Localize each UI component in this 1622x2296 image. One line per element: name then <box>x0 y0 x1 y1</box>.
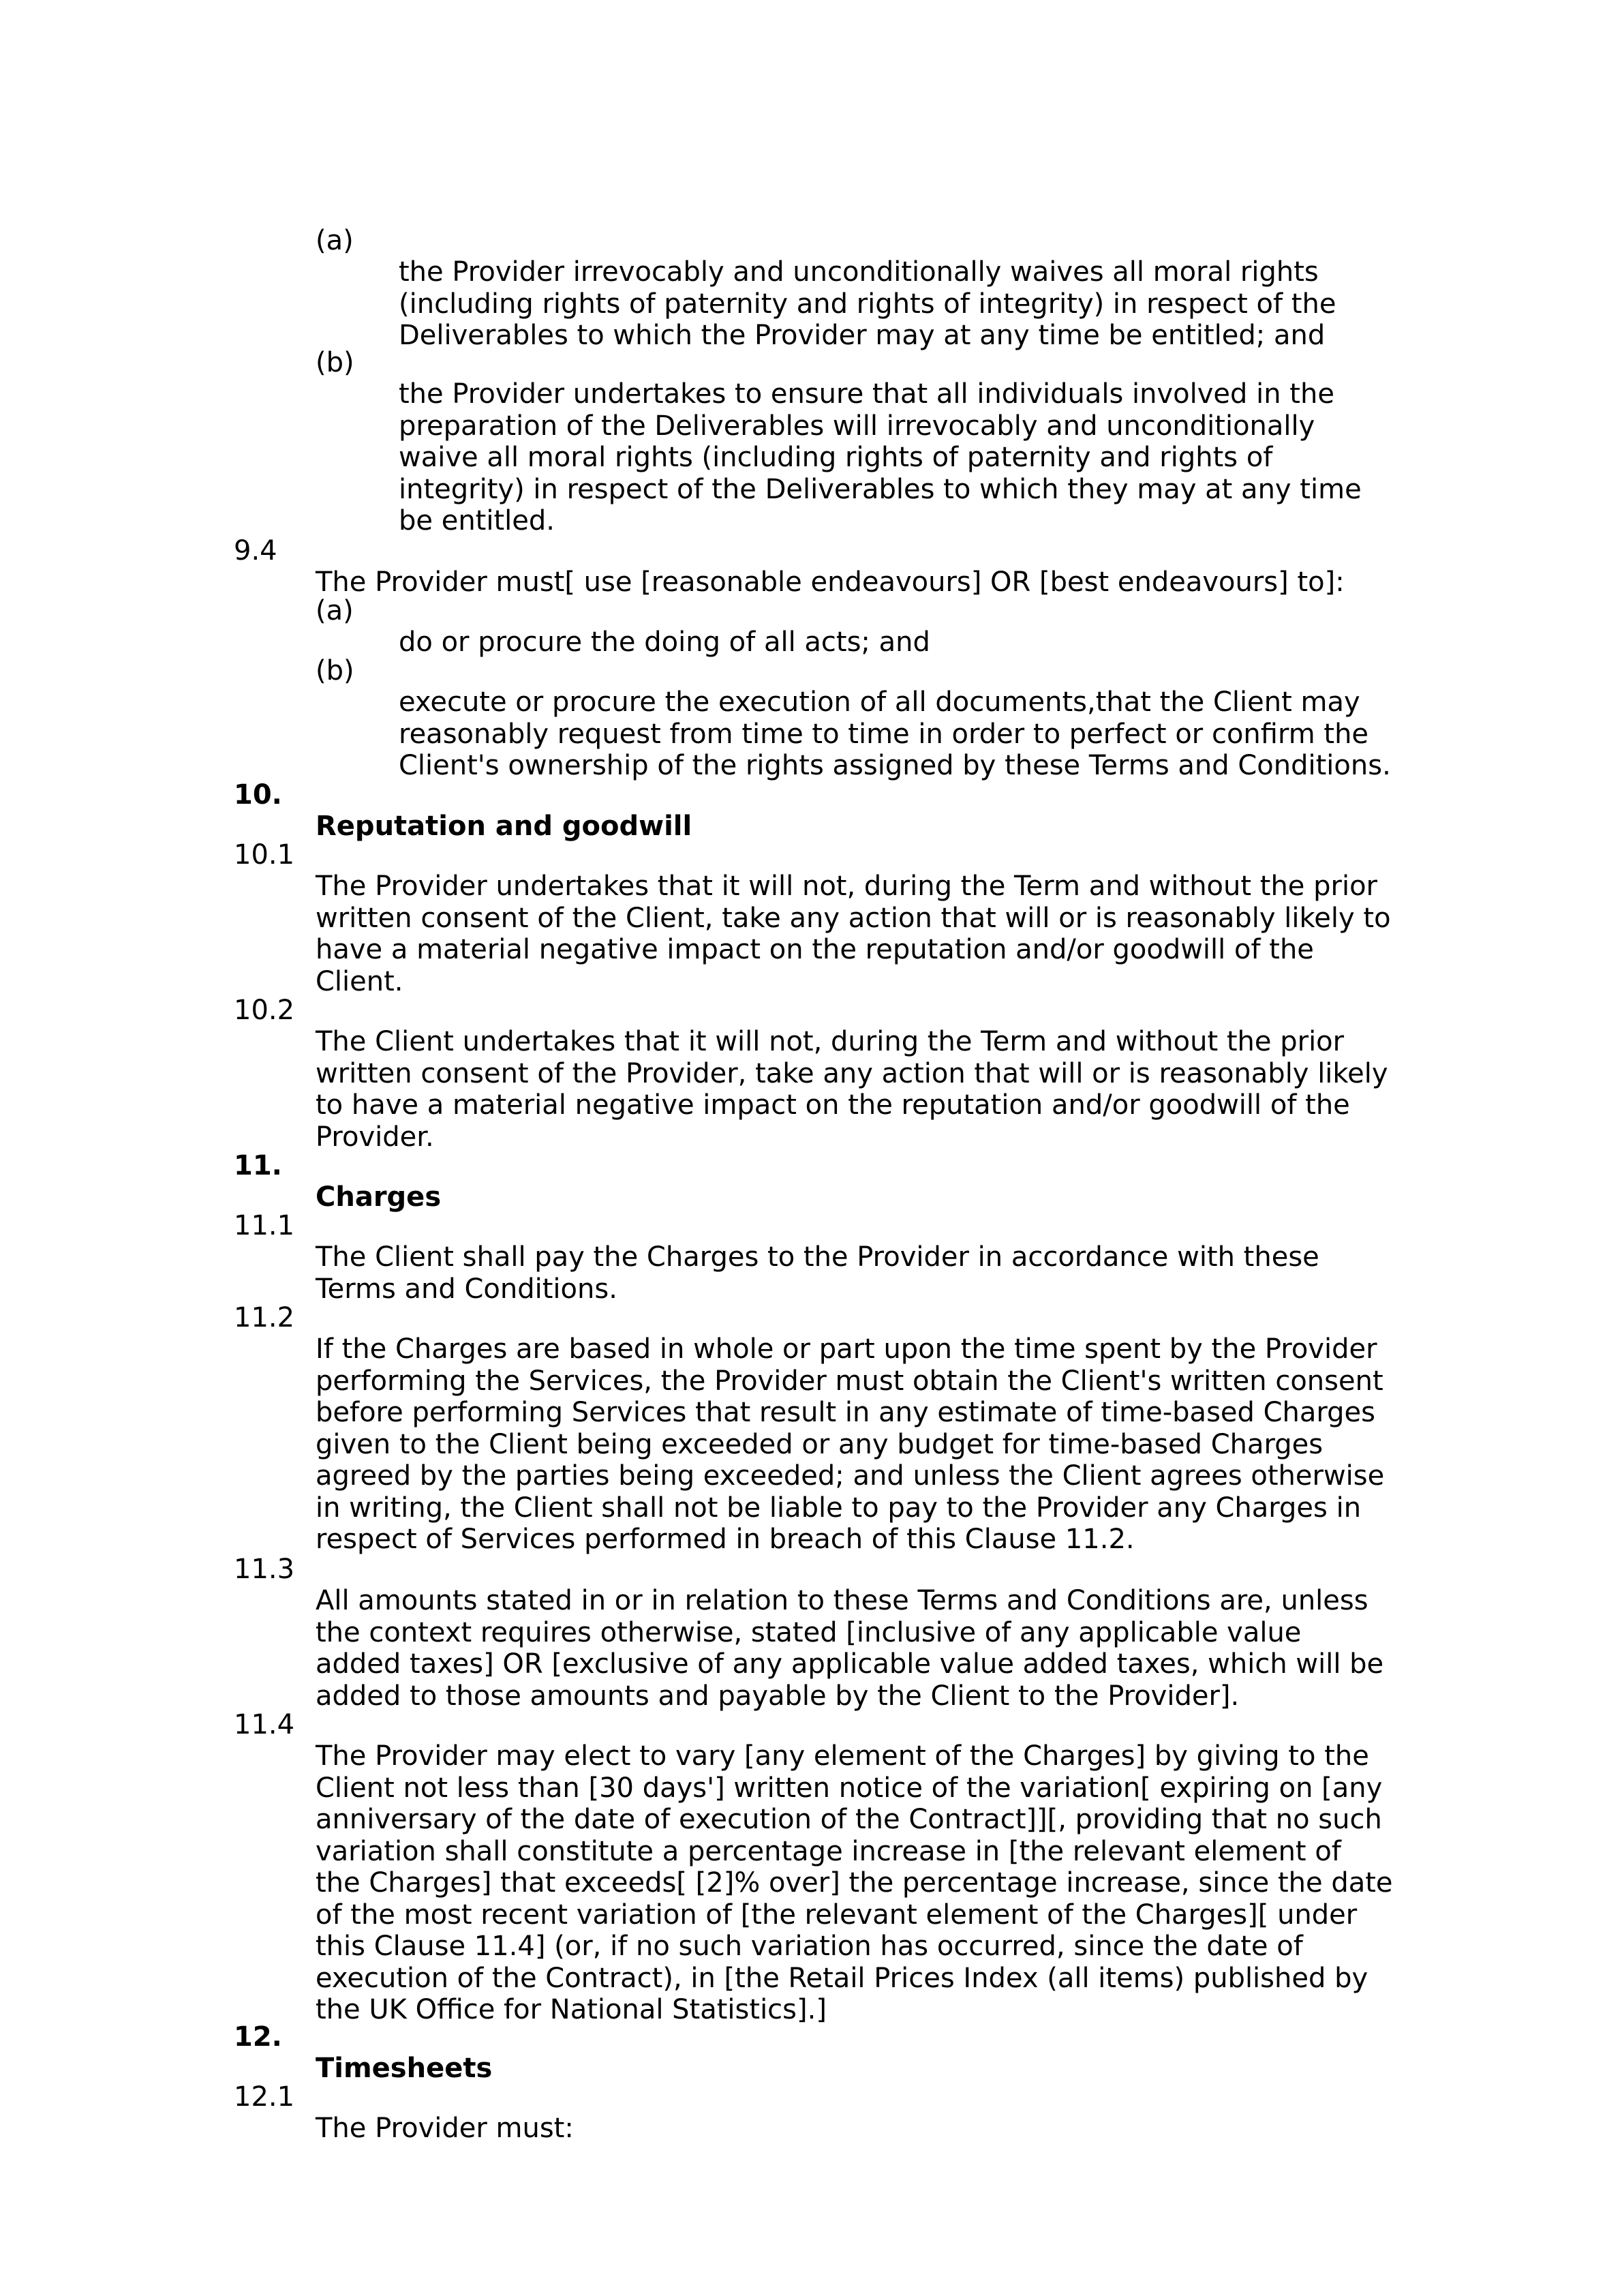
clause-number: 12.1 <box>234 2081 295 2113</box>
clause-text: If the Charges are based in whole or part upon the time spent by the Provider performing the Services, the Provider must obtain the Client's written consent before performing Services that result in any estimate of time-based Charges given to the Client being exceeded or any budget for time-based Charges agreed by the parties being exceeded; and unless the Client agrees otherwise in writing, the Client shall not be liable to pay to the Provider any Charges in respect of Services performed in breach of this Clause 11.2. <box>316 1333 1385 1555</box>
clause-text: The Provider must: <box>316 2113 574 2144</box>
clause-number: (a) <box>316 594 354 626</box>
clause-text: All amounts stated in or in relation to these Terms and Conditions are, unless the context requires otherwise, stated [inclusive of any applicable value added taxes] OR [exclusive of any applicable value added taxes, which will be added to those amounts and payable by the Client to the Provider]. <box>316 1585 1384 1712</box>
section-number: 12. <box>234 2021 282 2053</box>
section-title: Charges <box>316 1181 442 1213</box>
clause-text: execute or procure the execution of all documents,that the Client may reasonably request from time to time in order to perfect or confirm the Client's ownership of the rights assigned by these Terms and Conditions. <box>399 686 1391 781</box>
clause-number: 11.1 <box>234 1209 295 1241</box>
clause-text: the Provider undertakes to ensure that all individuals involved in the preparation of the Deliverables will irrevocably and unconditionally waive all moral rights (including rights of paternity and rights of integrity) in respect of the Deliverables to which they may at any time be entitled. <box>399 378 1362 537</box>
clause-number: 11.4 <box>234 1708 295 1740</box>
clause-text: the Provider irrevocably and unconditionally waives all moral rights (including rights of paternity and rights of integrity) in respect of the Deliverables to which the Provider may at any time be entitled; and <box>399 256 1336 351</box>
clause-text: The Client undertakes that it will not, during the Term and without the prior written consent of the Provider, take any action that will or is reasonably likely to have a material negative impact on the reputation and/or goodwill of the Provider. <box>316 1026 1388 1153</box>
section-title: Timesheets <box>316 2053 493 2084</box>
section-number: 10. <box>234 779 282 811</box>
clause-text: The Client shall pay the Charges to the Provider in accordance with these Terms and Conditions. <box>316 1241 1319 1305</box>
clause-text: The Provider must[ use [reasonable endeavours] OR [best endeavours] to]: <box>316 567 1345 598</box>
clause-number: 11.3 <box>234 1553 295 1585</box>
clause-number: (b) <box>316 654 354 686</box>
clause-text: do or procure the doing of all acts; and <box>399 626 930 658</box>
clause-number: 9.4 <box>234 534 277 567</box>
section-number: 11. <box>234 1149 282 1181</box>
clause-number: 11.2 <box>234 1301 295 1333</box>
clause-number: 10.1 <box>234 839 295 871</box>
clause-number: (b) <box>316 346 354 378</box>
clause-number: 10.2 <box>234 994 295 1026</box>
section-title: Reputation and goodwill <box>316 811 692 842</box>
clause-text: The Provider undertakes that it will not, during the Term and without the prior written consent of the Client, take any action that will or is reasonably likely to have a material negative impact on the reputation and/or goodwill of the Client. <box>316 871 1391 997</box>
clause-number: (a) <box>316 224 354 256</box>
clause-text: The Provider may elect to vary [any element of the Charges] by giving to the Client not less than [30 days'] written notice of the variation[ expiring on [any anniversary of the date of execution of the Contract]][, providing that no such variation shall constitute a percentage increase in [the relevant element of the Charges] that exceeds[ [2]% over] the percentage increase, since the date of the most recent variation of [the relevant element of the Charges][ under this Clause 11.4] (or, if no such variation has occurred, since the date of execution of the Contract), in [the Retail Prices Index (all items) published by the UK Office for National Statistics].] <box>316 1740 1393 2025</box>
